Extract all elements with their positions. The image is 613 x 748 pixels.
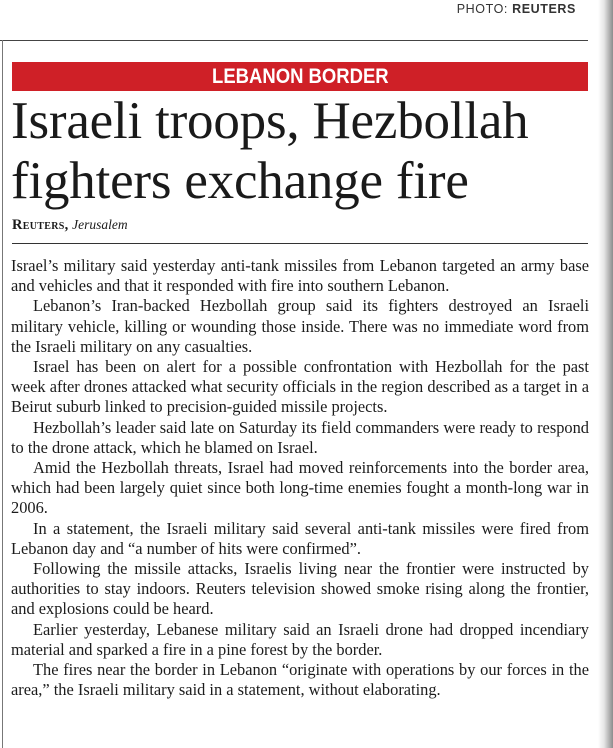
photo-credit-label: PHOTO:: [456, 2, 508, 16]
photo-credit: [457, 2, 576, 16]
section-kicker: [12, 62, 588, 91]
article-paragraph: Israel has been on alert for a possible confrontation with Hezbollah for the past week after drones attacked what security officials in the region described as a target in a Beirut suburb linked to precision-guided missile projects.: [11, 357, 589, 417]
article-paragraph: In a statement, the Israeli military said several anti-tank missiles were fired from Lebanon day and “a number of hits were confirmed”.: [11, 518, 589, 558]
byline: [12, 217, 128, 234]
section-kicker-label: LEBANON BORDER: [211, 65, 389, 88]
article-paragraph: Hezbollah’s leader said late on Saturday its field commanders were ready to respond to the drone attack, which he blamed on Israel.: [11, 417, 589, 457]
article-paragraph: The fires near the border in Lebanon “originate with operations by our forces in the area,” the Israeli military said in a statement, without elaborating.: [11, 660, 589, 700]
byline-agency: Reuters,: [12, 217, 69, 233]
article-paragraph: Israel’s military said yesterday anti-tank missiles from Lebanon targeted an army base and vehicles and that it responded with fire into southern Lebanon.: [11, 256, 589, 296]
article-paragraph: Lebanon’s Iran-backed Hezbollah group said its fighters destroyed an Israeli military vehicle, killing or wounding those inside. There was no immediate word from the Israeli military on any casualties.: [11, 296, 589, 356]
article-body: [11, 256, 589, 700]
top-divider: [0, 40, 588, 41]
left-column-rule: [2, 40, 3, 748]
article-paragraph: Amid the Hezbollah threats, Israel had moved reinforcements into the border area, which had been largely quiet since both long-time enemies fought a month-long war in 2006.: [11, 458, 589, 518]
page-fold-shadow: [598, 0, 613, 748]
article-paragraph: Following the missile attacks, Israelis living near the frontier were instructed by authorities to stay indoors. Reuters television showed smoke rising along the frontier, and explosions could be heard.: [11, 559, 589, 619]
photo-credit-source: REUTERS: [512, 2, 576, 16]
byline-dateline: Jerusalem: [72, 217, 128, 232]
byline-divider: [12, 243, 588, 244]
article-paragraph: Earlier yesterday, Lebanese military said an Israeli drone had dropped incendiary material and sparked a fire in a pine forest by the border.: [11, 619, 589, 659]
article-headline: Israeli troops, Hezbollah fighters exchange fire: [11, 92, 529, 210]
